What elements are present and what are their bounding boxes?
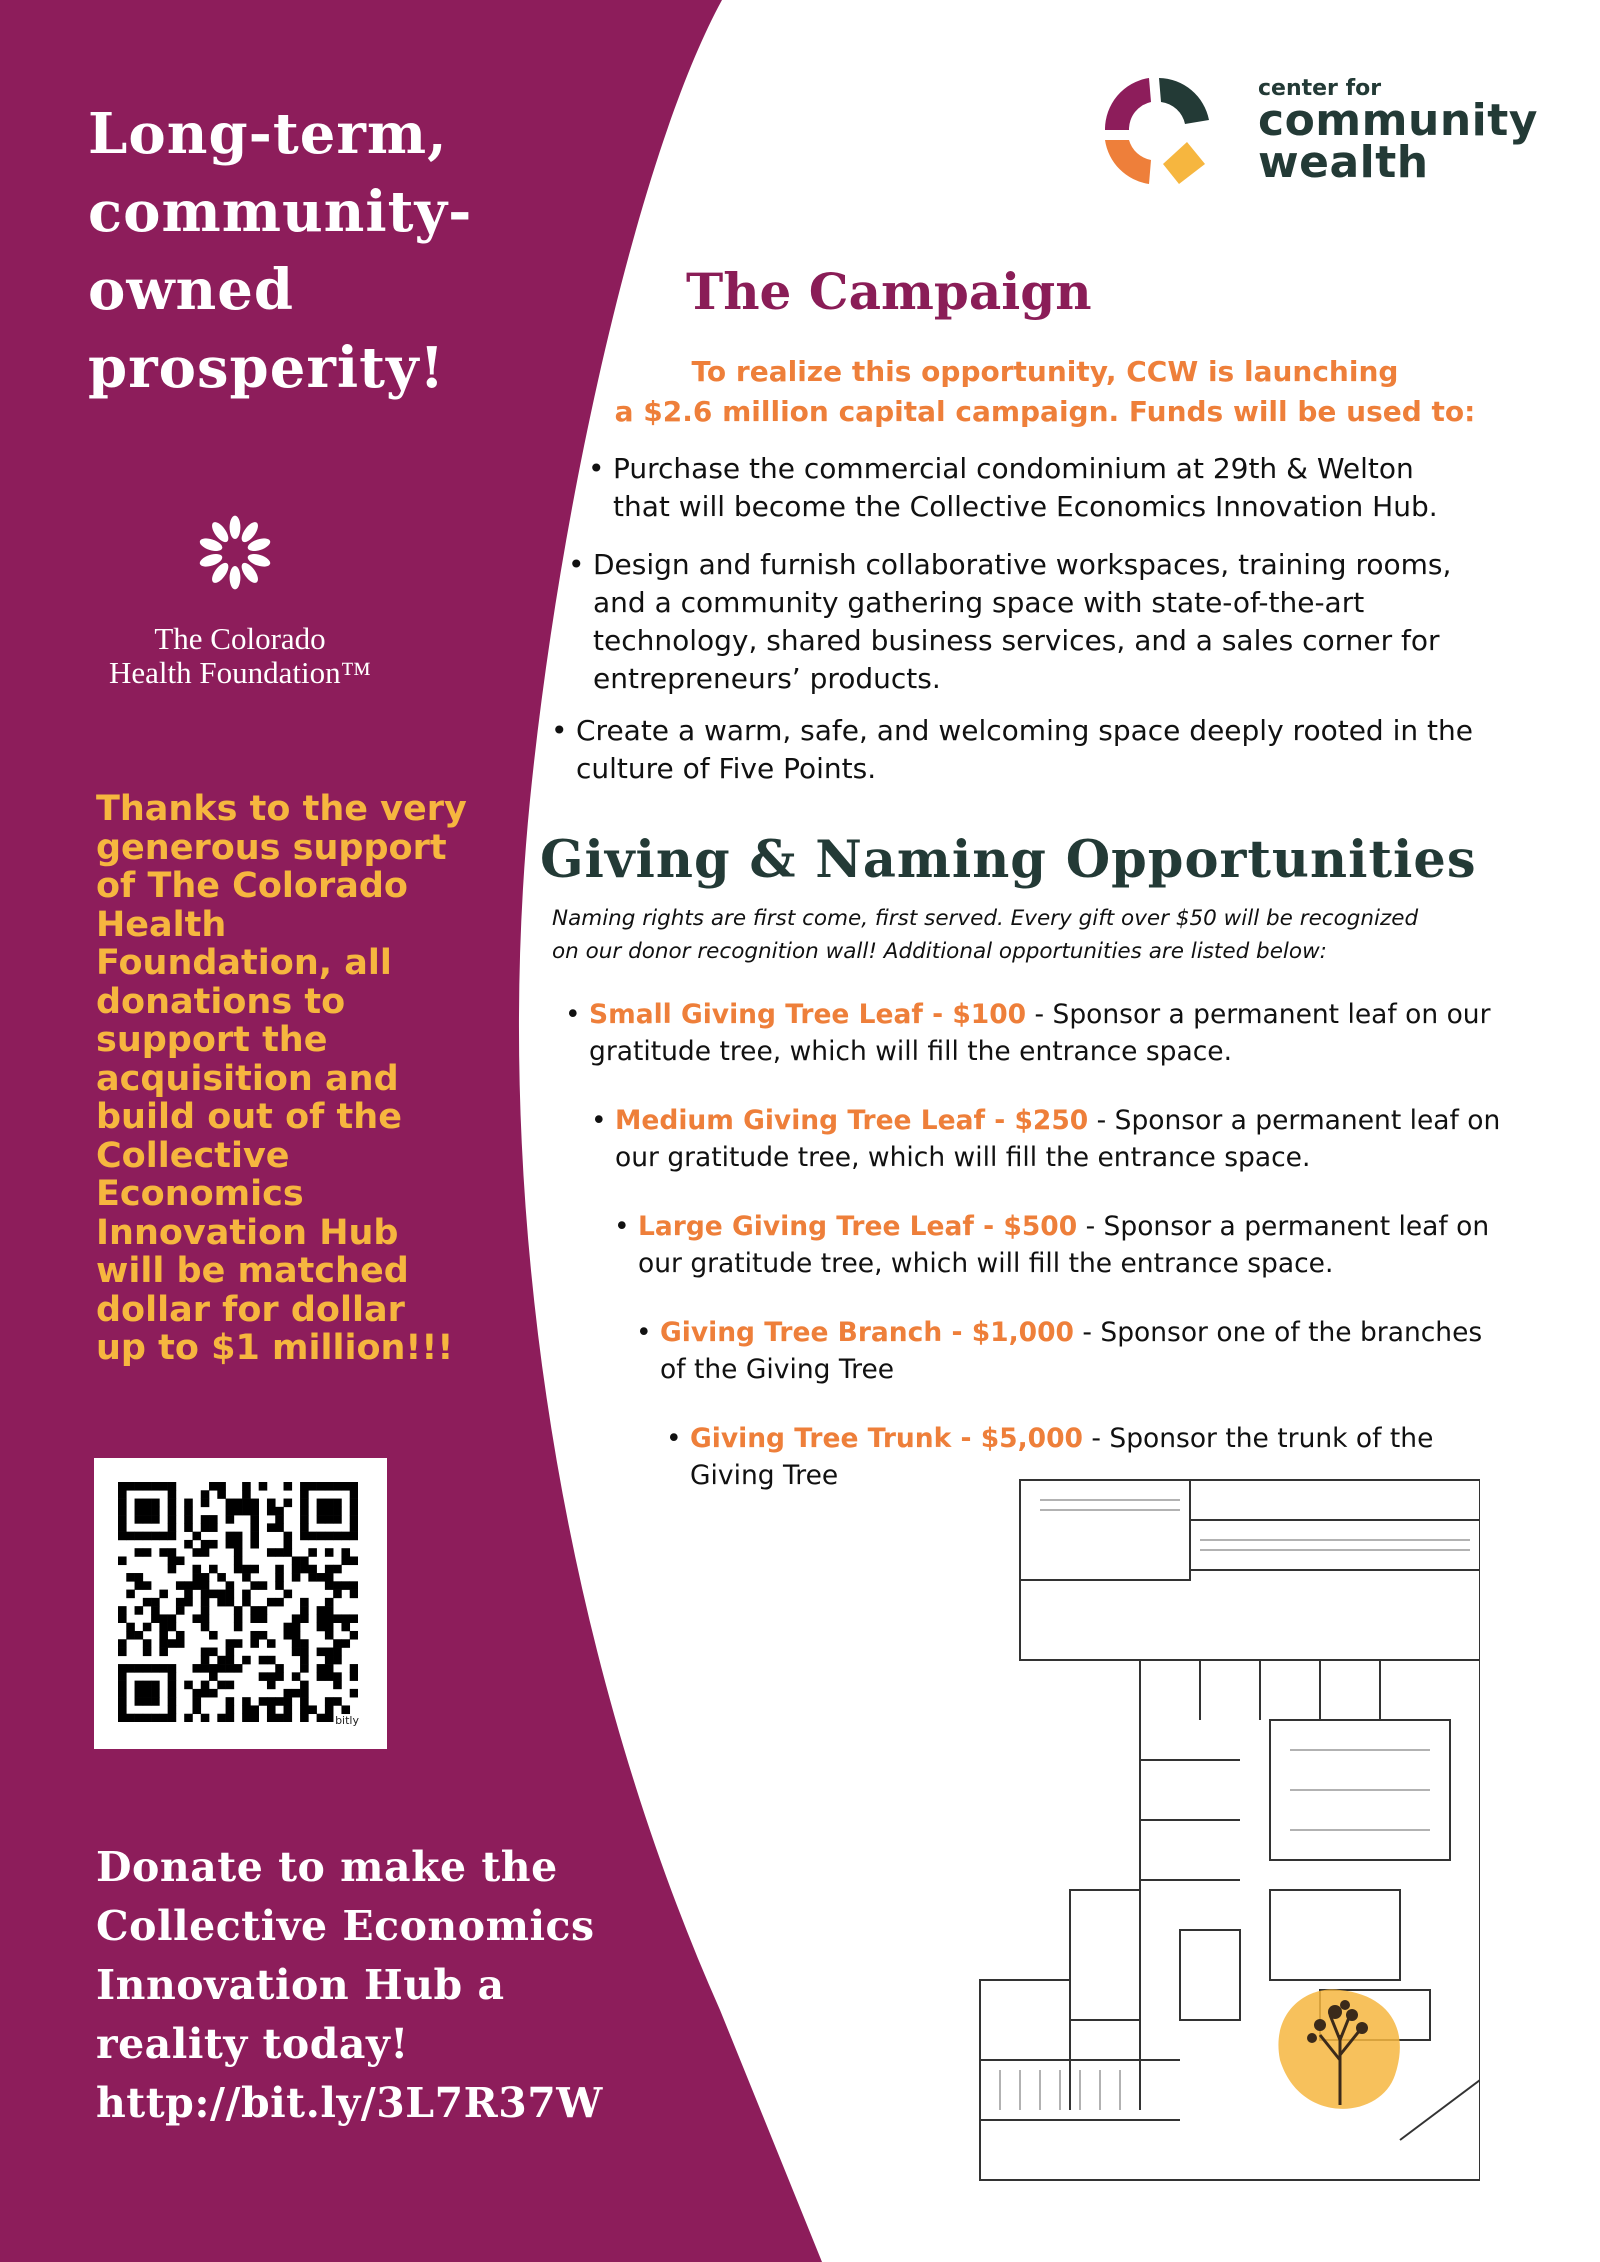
- option-text: - Sponsor a permanent leaf on our: [1026, 999, 1491, 1030]
- donate-link[interactable]: http://bit.ly/3L7R37W: [96, 2079, 603, 2127]
- option-highlight: Small Giving Tree Leaf - $100: [589, 999, 1027, 1030]
- brand-line-2: community: [1258, 95, 1538, 146]
- floor-plan-drawing: [940, 1460, 1480, 2200]
- bullet-line: culture of Five Points.: [576, 752, 877, 785]
- headline-line: Long-term,: [88, 101, 448, 167]
- option-line2: gratitude tree, which will fill the entrance space.: [589, 1036, 1233, 1067]
- bullet-dot-icon: •: [568, 548, 585, 581]
- donate-line: Collective Economics: [96, 1902, 595, 1950]
- bullet-line: and a community gathering space with state-of-the-art: [593, 586, 1365, 619]
- bullet-dot-icon: •: [666, 1423, 682, 1454]
- qr-label: bitly: [335, 1714, 359, 1727]
- match-line: support the: [96, 1020, 328, 1060]
- match-line: generous support: [96, 827, 447, 868]
- match-line: of The Colorado: [96, 866, 408, 906]
- option-text: - Sponsor a permanent leaf on: [1088, 1105, 1501, 1136]
- option-line2: Giving Tree: [690, 1460, 839, 1491]
- donate-line: Donate to make the: [96, 1843, 558, 1891]
- campaign-bullet: [551, 712, 1473, 788]
- donate-call-to-action: [96, 1838, 716, 2133]
- match-line: donations to: [96, 981, 346, 1022]
- bullet-line: that will become the Collective Economics Innovation Hub.: [613, 490, 1438, 523]
- ccw-ring-logo-icon: [1087, 60, 1227, 200]
- bullet-line: Purchase the commercial condominium at 29th & Welton: [613, 452, 1414, 485]
- bullet-dot-icon: •: [636, 1317, 652, 1348]
- match-line: build out of the: [96, 1097, 402, 1137]
- note-line: Naming rights are first come, first served. Every gift over $50 will be recognized: [552, 906, 1419, 931]
- option-highlight: Giving Tree Trunk - $5,000: [690, 1423, 1083, 1454]
- bullet-line: entrepreneurs’ products.: [593, 662, 941, 695]
- match-line: acquisition and: [96, 1058, 399, 1099]
- bullet-dot-icon: •: [588, 452, 605, 485]
- bullet-line: technology, shared business services, and a sales corner for: [593, 624, 1440, 657]
- matching-gift-text: [96, 790, 496, 1368]
- bullet-line: Design and furnish collaborative workspaces, training rooms,: [593, 548, 1452, 581]
- match-line: Economics: [96, 1174, 304, 1214]
- match-line: will be matched: [96, 1251, 409, 1291]
- giving-option: [614, 1208, 1490, 1282]
- bullet-dot-icon: •: [565, 999, 581, 1030]
- headline-line: owned: [88, 257, 295, 323]
- match-line: Foundation, all: [96, 943, 392, 983]
- intro-line: a $2.6 million capital campaign. Funds will be used to:: [614, 395, 1476, 428]
- giving-title: Giving & Naming Opportunities: [540, 830, 1477, 890]
- match-line: up to $1 million!!!: [96, 1328, 454, 1368]
- headline-line: prosperity!: [88, 335, 446, 401]
- donate-line: reality today!: [96, 2020, 409, 2068]
- match-line: Health: [96, 904, 227, 945]
- bullet-dot-icon: •: [614, 1211, 630, 1242]
- giving-option: [591, 1102, 1501, 1176]
- bullet-dot-icon: •: [591, 1105, 607, 1136]
- campaign-bullet: [568, 546, 1452, 698]
- option-highlight: Medium Giving Tree Leaf - $250: [615, 1105, 1089, 1136]
- donation-qr-code[interactable]: [94, 1458, 387, 1749]
- option-text: - Sponsor one of the branches: [1073, 1317, 1483, 1348]
- bullet-line: Create a warm, safe, and welcoming space deeply rooted in the: [576, 714, 1473, 747]
- match-line: Innovation Hub: [96, 1212, 399, 1253]
- headline: [88, 95, 528, 407]
- sponsor-logo-line: Health Foundation™: [109, 655, 371, 690]
- match-line: Collective: [96, 1135, 290, 1176]
- giving-option: [565, 996, 1491, 1070]
- option-line2: of the Giving Tree: [660, 1354, 895, 1385]
- sponsor-logo-name: [70, 622, 410, 690]
- campaign-title: The Campaign: [686, 262, 1092, 321]
- brand-line-3: wealth: [1258, 137, 1429, 188]
- intro-line: To realize this opportunity, CCW is launching: [691, 355, 1399, 388]
- donate-line: Innovation Hub a: [96, 1961, 505, 2009]
- campaign-intro: [610, 352, 1480, 432]
- option-text: - Sponsor the trunk of the: [1082, 1423, 1434, 1454]
- option-line2: our gratitude tree, which will fill the entrance space.: [615, 1142, 1311, 1173]
- qr-code-icon: [118, 1482, 358, 1722]
- brand-line-1: center for: [1258, 76, 1382, 101]
- ccw-wordmark: [1258, 76, 1538, 188]
- headline-line: community-: [88, 179, 473, 245]
- option-highlight: Large Giving Tree Leaf - $500: [638, 1211, 1078, 1242]
- bullet-dot-icon: •: [551, 714, 568, 747]
- colorado-health-foundation-pinwheel-icon: [190, 500, 280, 605]
- option-line2: our gratitude tree, which will fill the entrance space.: [638, 1248, 1334, 1279]
- match-line: Thanks to the very: [96, 789, 467, 829]
- option-highlight: Giving Tree Branch - $1,000: [660, 1317, 1074, 1348]
- campaign-bullet: [588, 450, 1438, 526]
- sponsor-logo-line: The Colorado: [154, 621, 326, 656]
- note-line: on our donor recognition wall! Additional opportunities are listed below:: [552, 939, 1327, 964]
- match-line: dollar for dollar: [96, 1289, 405, 1330]
- option-text: - Sponsor a permanent leaf on: [1077, 1211, 1490, 1242]
- giving-option: [636, 1314, 1483, 1388]
- giving-note: [552, 902, 1552, 968]
